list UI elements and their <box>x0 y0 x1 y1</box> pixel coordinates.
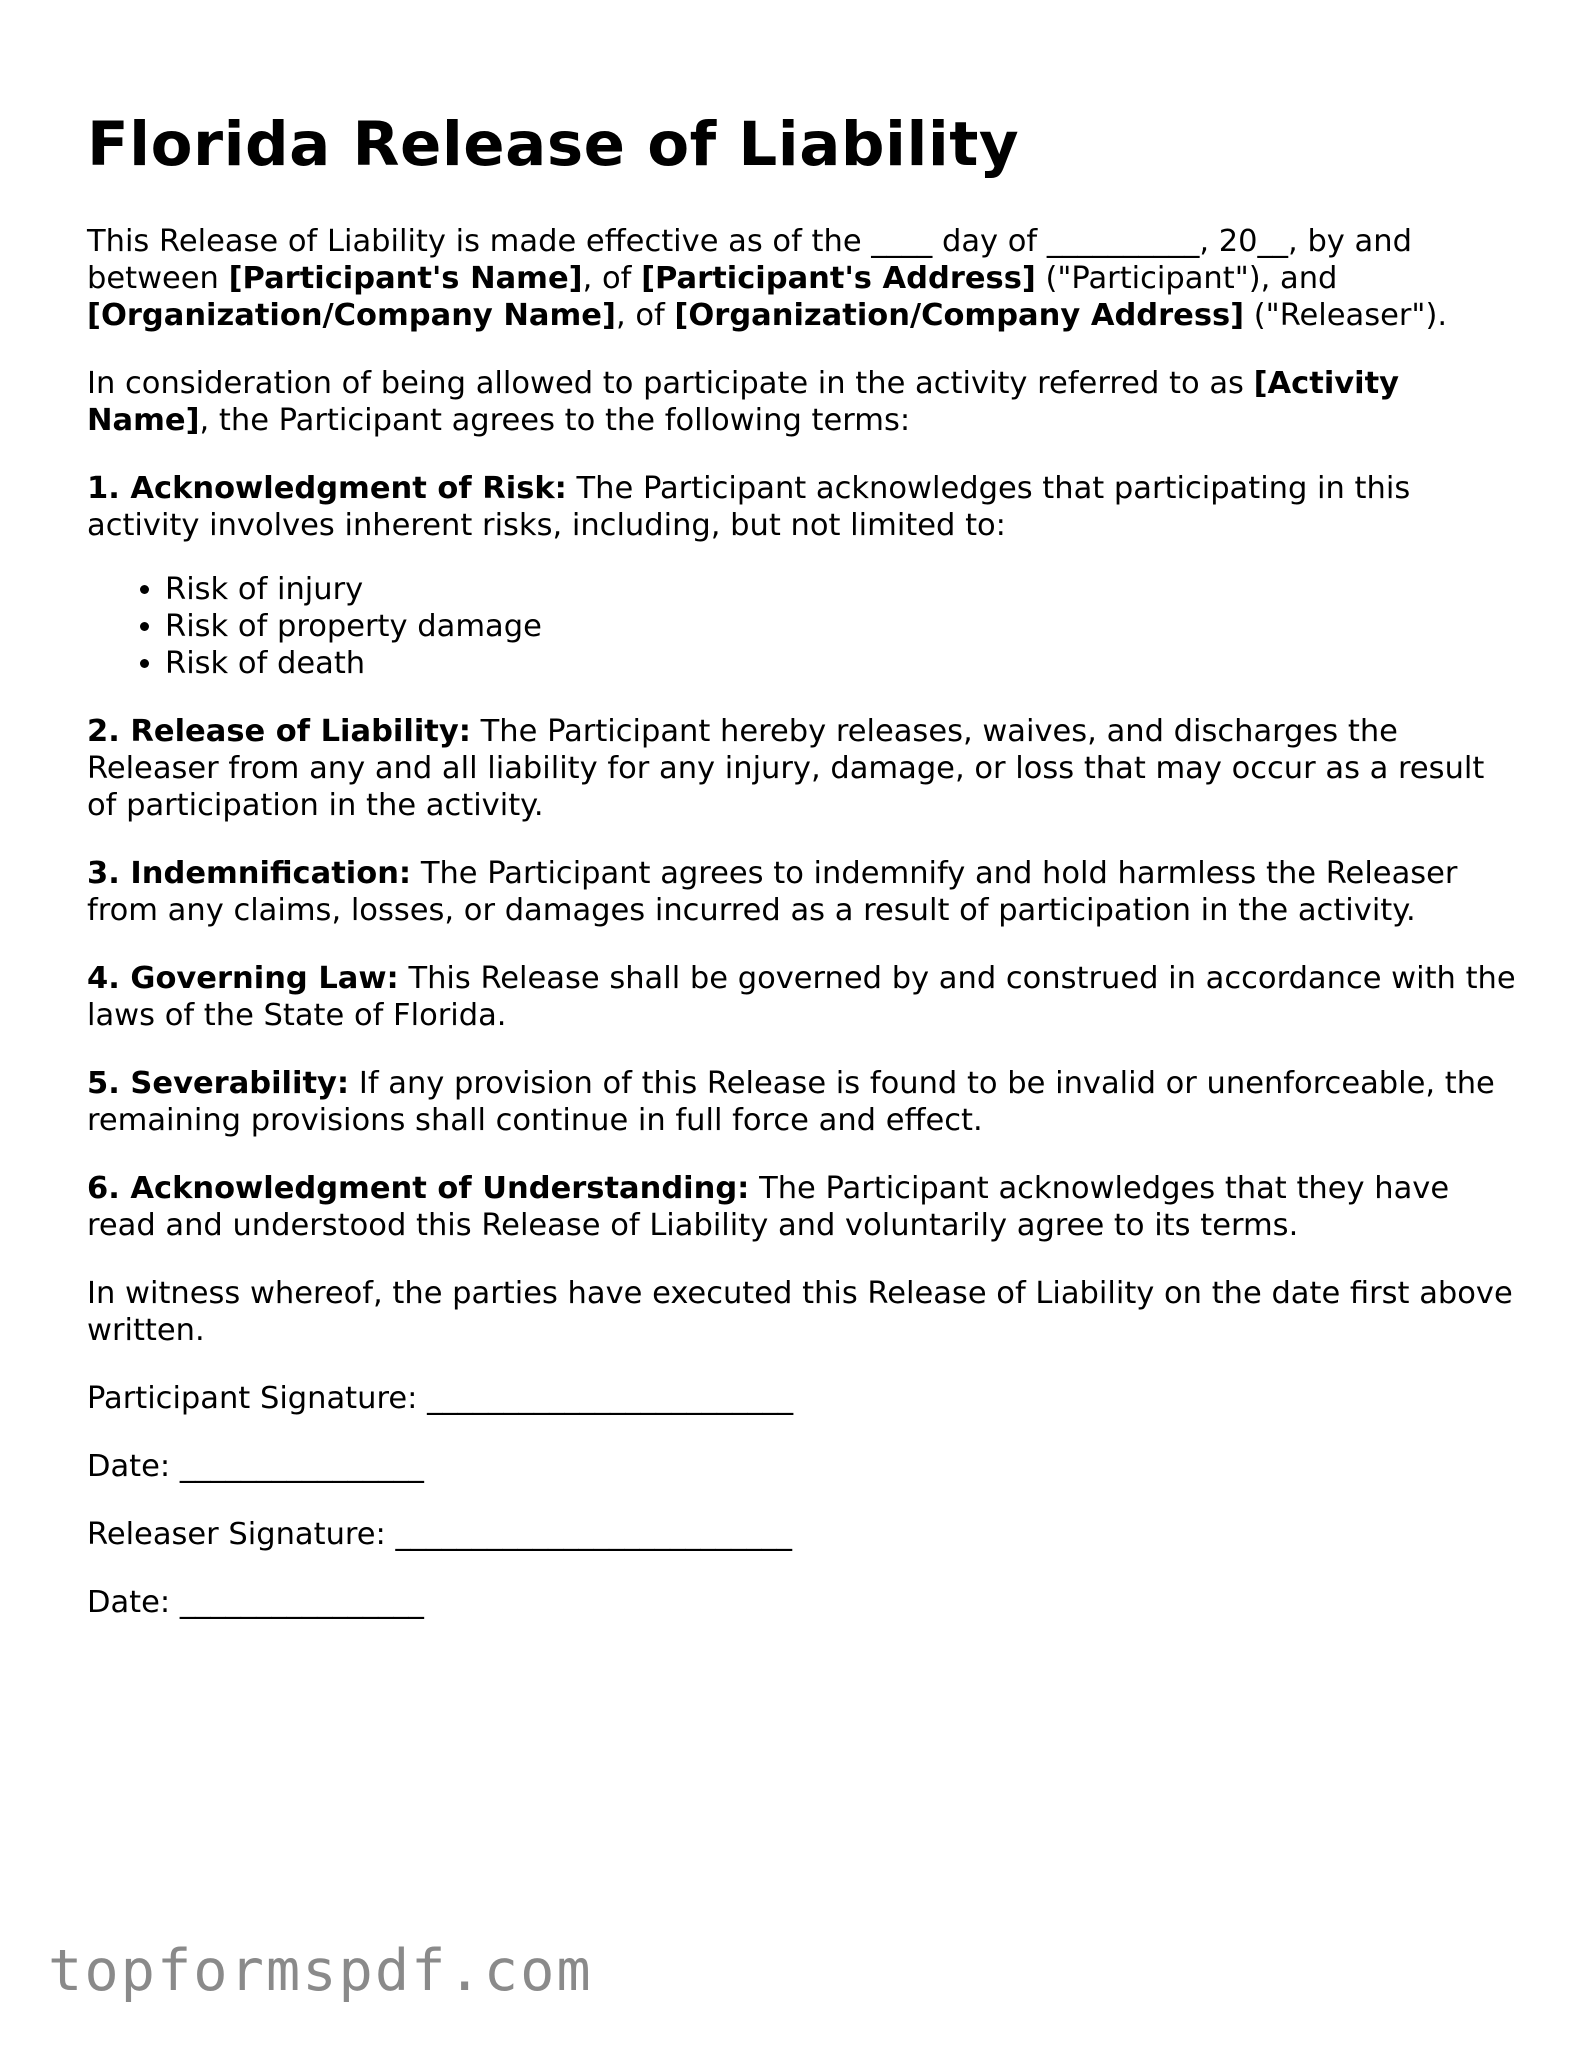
activity-name-placeholder: [Activity Name] <box>87 366 1400 439</box>
section-indemnification <box>87 855 1517 929</box>
section-body: If any provision of this Release is found to be invalid or unenforceable, the remaining provisions shall continue in full force and effect. <box>87 1066 1495 1139</box>
section-heading: 2. Release of Liability: <box>87 714 471 750</box>
section-acknowledgment-of-understanding <box>87 1170 1517 1244</box>
releaser-date-line[interactable]: Date: ________________ <box>87 1585 424 1621</box>
section-acknowledgment-of-risk <box>87 470 1517 544</box>
intro-text: ("Releaser"). <box>1244 298 1448 334</box>
section-heading: 6. Acknowledgment of Understanding: <box>87 1171 750 1207</box>
section-severability <box>87 1065 1517 1139</box>
intro-text: ("Participant"), and <box>1035 261 1338 297</box>
participant-name-placeholder: [Participant's Name] <box>228 261 583 297</box>
witness-paragraph: In witness whereof, the parties have executed this Release of Liability on the date first above written. <box>87 1276 1513 1349</box>
intro-text: , of <box>615 298 675 334</box>
intro-text: This Release of Liability is made effective as of the ____ day of __________, 20__, by and between <box>87 224 1412 297</box>
list-item: • Risk of death <box>165 645 1517 682</box>
section-body: The Participant acknowledges that participating in this activity involves inherent risks, including, but not limited to: <box>87 471 1411 544</box>
section-body: This Release shall be governed by and construed in accordance with the laws of the State of Florida. <box>87 961 1516 1034</box>
consideration-text: , the Participant agrees to the following terms: <box>199 403 911 439</box>
risk-list <box>87 571 1517 682</box>
section-heading: 3. Indemnification: <box>87 856 412 892</box>
intro-paragraph <box>87 223 1517 334</box>
participant-signature-line[interactable]: Participant Signature: ________________________ <box>87 1381 794 1417</box>
list-item: • Risk of property damage <box>165 608 1517 645</box>
watermark: topformspdf.com <box>48 1938 593 2004</box>
section-heading: 1. Acknowledgment of Risk: <box>87 471 567 507</box>
section-governing-law <box>87 960 1517 1034</box>
list-item: • Risk of injury <box>165 571 1517 608</box>
section-release-of-liability <box>87 713 1517 824</box>
section-body: The Participant hereby releases, waives, and discharges the Releaser from any and all liability for any injury, damage, or loss that may occur as a result of participation in the activity. <box>87 714 1485 824</box>
org-address-placeholder: [Organization/Company Address] <box>674 298 1245 334</box>
releaser-signature-line[interactable]: Releaser Signature: __________________________ <box>87 1517 793 1553</box>
section-body: The Participant acknowledges that they have read and understood this Release of Liability and voluntarily agree to its terms. <box>87 1171 1450 1244</box>
section-heading: 5. Severability: <box>87 1066 350 1102</box>
document-page <box>87 108 1517 1652</box>
section-body: The Participant agrees to indemnify and hold harmless the Releaser from any claims, losses, or damages incurred as a result of participation in the activity. <box>87 856 1458 929</box>
document-title: Florida Release of Liability <box>87 109 1020 180</box>
consideration-text: In consideration of being allowed to participate in the activity referred to as <box>87 366 1254 402</box>
org-name-placeholder: [Organization/Company Name] <box>87 298 616 334</box>
intro-text: , of <box>582 261 642 297</box>
participant-date-line[interactable]: Date: ________________ <box>87 1449 424 1485</box>
participant-address-placeholder: [Participant's Address] <box>641 261 1036 297</box>
section-heading: 4. Governing Law: <box>87 961 399 997</box>
consideration-paragraph <box>87 365 1517 439</box>
